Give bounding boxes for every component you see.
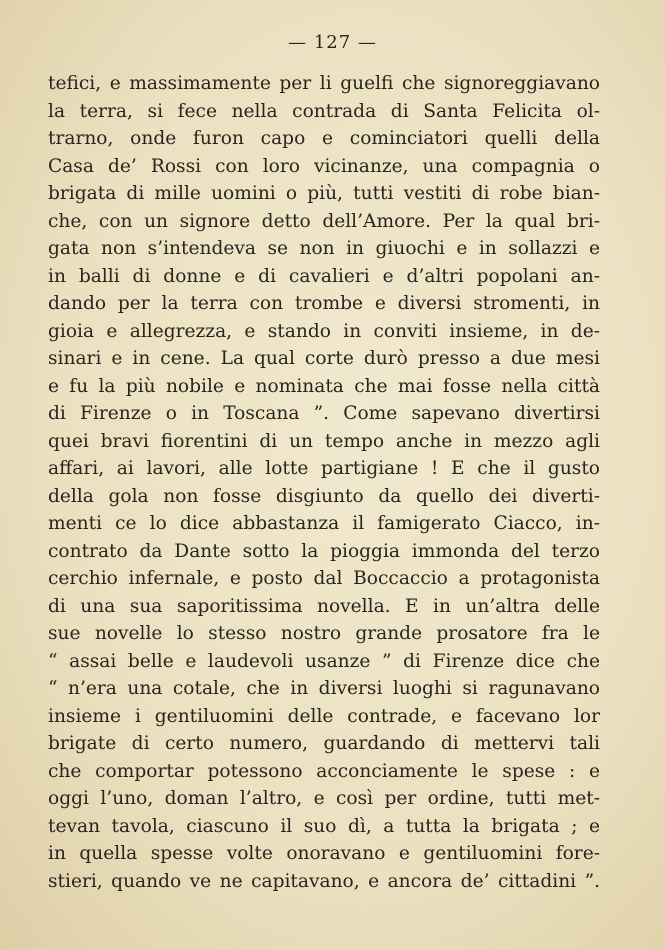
text-line: trarno, onde furon capo e cominciatori quelli della (48, 128, 600, 149)
text-line: “ assai belle e laudevoli usanze ” di Firenze dice che (48, 650, 600, 672)
text-line: cerchio infernale, e posto dal Boccaccio a protagonista (48, 568, 600, 589)
body-text (48, 70, 600, 895)
text-line: in balli di donne e di cavalieri e d’altri popolani an- (48, 265, 600, 287)
text-line: stieri, quando ve ne capitavano, e ancora de’ cittadini ”. (48, 870, 600, 892)
page-number: — 127 — (288, 32, 377, 53)
text-line: che comportar potessono acconciamente le spese : e (48, 760, 600, 782)
text-line: che, con un signore detto dell’Amore. Per la qual bri- (48, 210, 600, 232)
text-line: brigata di mille uomini o più, tutti vestiti di robe bian- (48, 183, 600, 204)
text-line: dando per la terra con trombe e diversi stromenti, in (48, 293, 600, 314)
text-line: di una sua saporitissima novella. E in un’altra delle (48, 595, 600, 617)
text-line: gata non s’intendeva se non in giuochi e in sollazzi e (48, 238, 600, 259)
text-line: e fu la più nobile e nominata che mai fosse nella città (48, 375, 600, 397)
text-line: affari, ai lavori, alle lotte partigiane ! E che il gusto (48, 458, 600, 479)
text-line: Casa de’ Rossi con loro vicinanze, una compagnia o (48, 155, 600, 177)
text-line: tefici, e massimamente per li guelfi che signoreggiavano (48, 73, 600, 94)
text-line: “ n’era una cotale, che in diversi luoghi si ragunavano (48, 678, 600, 699)
text-line: sinari e in cene. La qual corte durò presso a due mesi (48, 348, 600, 369)
text-line: della gola non fosse disgiunto da quello dei diverti- (48, 485, 600, 507)
text-line: di Firenze o in Toscana ”. Come sapevano divertirsi (48, 403, 600, 424)
text-line: sue novelle lo stesso nostro grande prosatore fra le (48, 623, 600, 644)
text-line: insieme i gentiluomini delle contrade, e facevano lor (48, 705, 600, 727)
text-line: brigate di certo numero, guardando di mettervi tali (48, 733, 600, 754)
text-line: quei bravi fiorentini di un tempo anche in mezzo agli (48, 430, 600, 452)
text-line: gioia e allegrezza, e stando in conviti insieme, in de- (48, 320, 600, 342)
text-line: in quella spesse volte onoravano e gentiluomini fore- (48, 843, 600, 864)
text-line: oggi l’uno, doman l’altro, e così per ordine, tutti met- (48, 788, 600, 809)
text-line: contrato da Dante sotto la pioggia immonda del terzo (48, 540, 600, 562)
text-line: la terra, si fece nella contrada di Santa Felicita ol- (48, 100, 600, 122)
text-line: menti ce lo dice abbastanza il famigerato Ciacco, in- (48, 513, 600, 534)
text-line: tevan tavola, ciascuno il suo dì, a tutta la brigata ; e (48, 815, 600, 837)
